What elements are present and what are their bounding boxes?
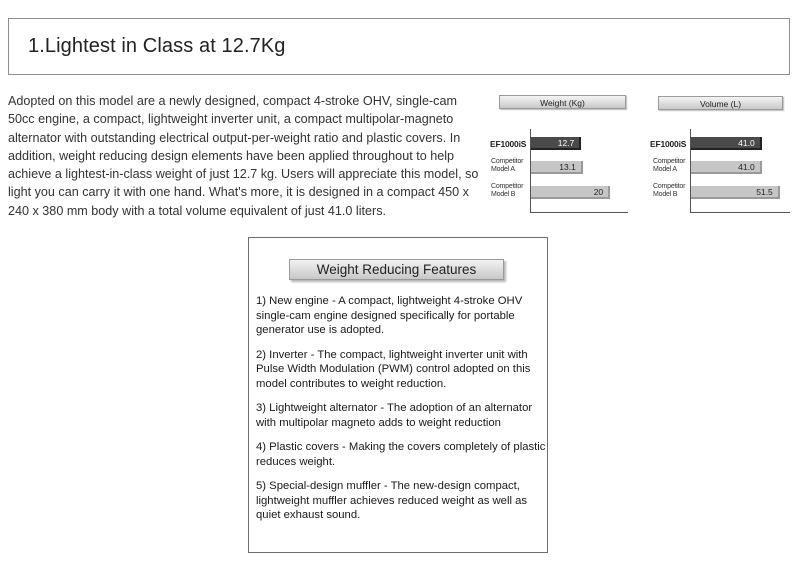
weight-value-label: 12.7 (557, 138, 575, 148)
weight-chart (490, 93, 630, 221)
intro-paragraph: Adopted on this model are a newly designed, compact 4-stroke OHV, single-cam 50cc engine, a compact, lightweight inverter unit, a compact multipolar-magneto alternator with outstanding electrical output-per-weight ratio and plastic covers. In addition, weight reducing design elements have been applied throughout to help achieve a lightest-in-class weight of just 12.7 kg. Users will appreciate this model, so light you can carry it with one hand. What's more, it is designed in a compact 450 x 240 x 380 mm body with a total volume equivalent of just 41.0 liters. (8, 94, 479, 218)
weight-value-label: 20 (593, 187, 604, 197)
weight-value-label: 13.1 (559, 162, 576, 172)
weight-reducing-features-box (248, 237, 548, 553)
weight-category-label: EF1000iS (490, 139, 527, 149)
feature-item: 1) New engine - A compact, lightweight 4-stroke OHV single-cam engine designed specifically for portable generator use is adopted. (256, 295, 523, 336)
volume-chart-title: Volume (L) (658, 96, 783, 110)
volume-value-label: 41.0 (738, 162, 755, 172)
weight-chart-baseline (530, 212, 628, 213)
feature-item: 5) Special-design muffler - The new-design compact, lightweight muffler achieves reduced weight as well as quiet exhaust sound. (256, 480, 528, 521)
feature-item: 2) Inverter - The compact, lightweight inverter unit with Pulse Width Modulation (PWM) control adopted on this model contributes to weight reduction. (256, 348, 531, 390)
volume-value-label: 51.5 (756, 187, 773, 197)
weight-chart-title: Weight (Kg) (499, 95, 626, 109)
weight-category-label: Competitor Model B (491, 183, 524, 198)
section-heading-box (8, 18, 790, 75)
volume-value-label: 41.0 (738, 138, 755, 148)
volume-category-label: Competitor Model A (653, 158, 686, 173)
features-title: Weight Reducing Features (289, 259, 504, 280)
volume-chart-baseline (690, 212, 790, 213)
feature-item: 4) Plastic covers - Making the covers completely of plastic reduces weight. (256, 441, 546, 468)
volume-chart (650, 93, 795, 221)
volume-category-label: EF1000iS (650, 139, 687, 149)
weight-category-label: Competitor Model A (491, 158, 524, 173)
volume-category-label: Competitor Model B (653, 183, 686, 198)
feature-item: 3) Lightweight alternator - The adoption of an alternator with multipolar magneto adds to weight reduction (256, 402, 533, 429)
features-list (256, 294, 546, 533)
section-title: 1.Lightest in Class at 12.7Kg (28, 35, 286, 57)
